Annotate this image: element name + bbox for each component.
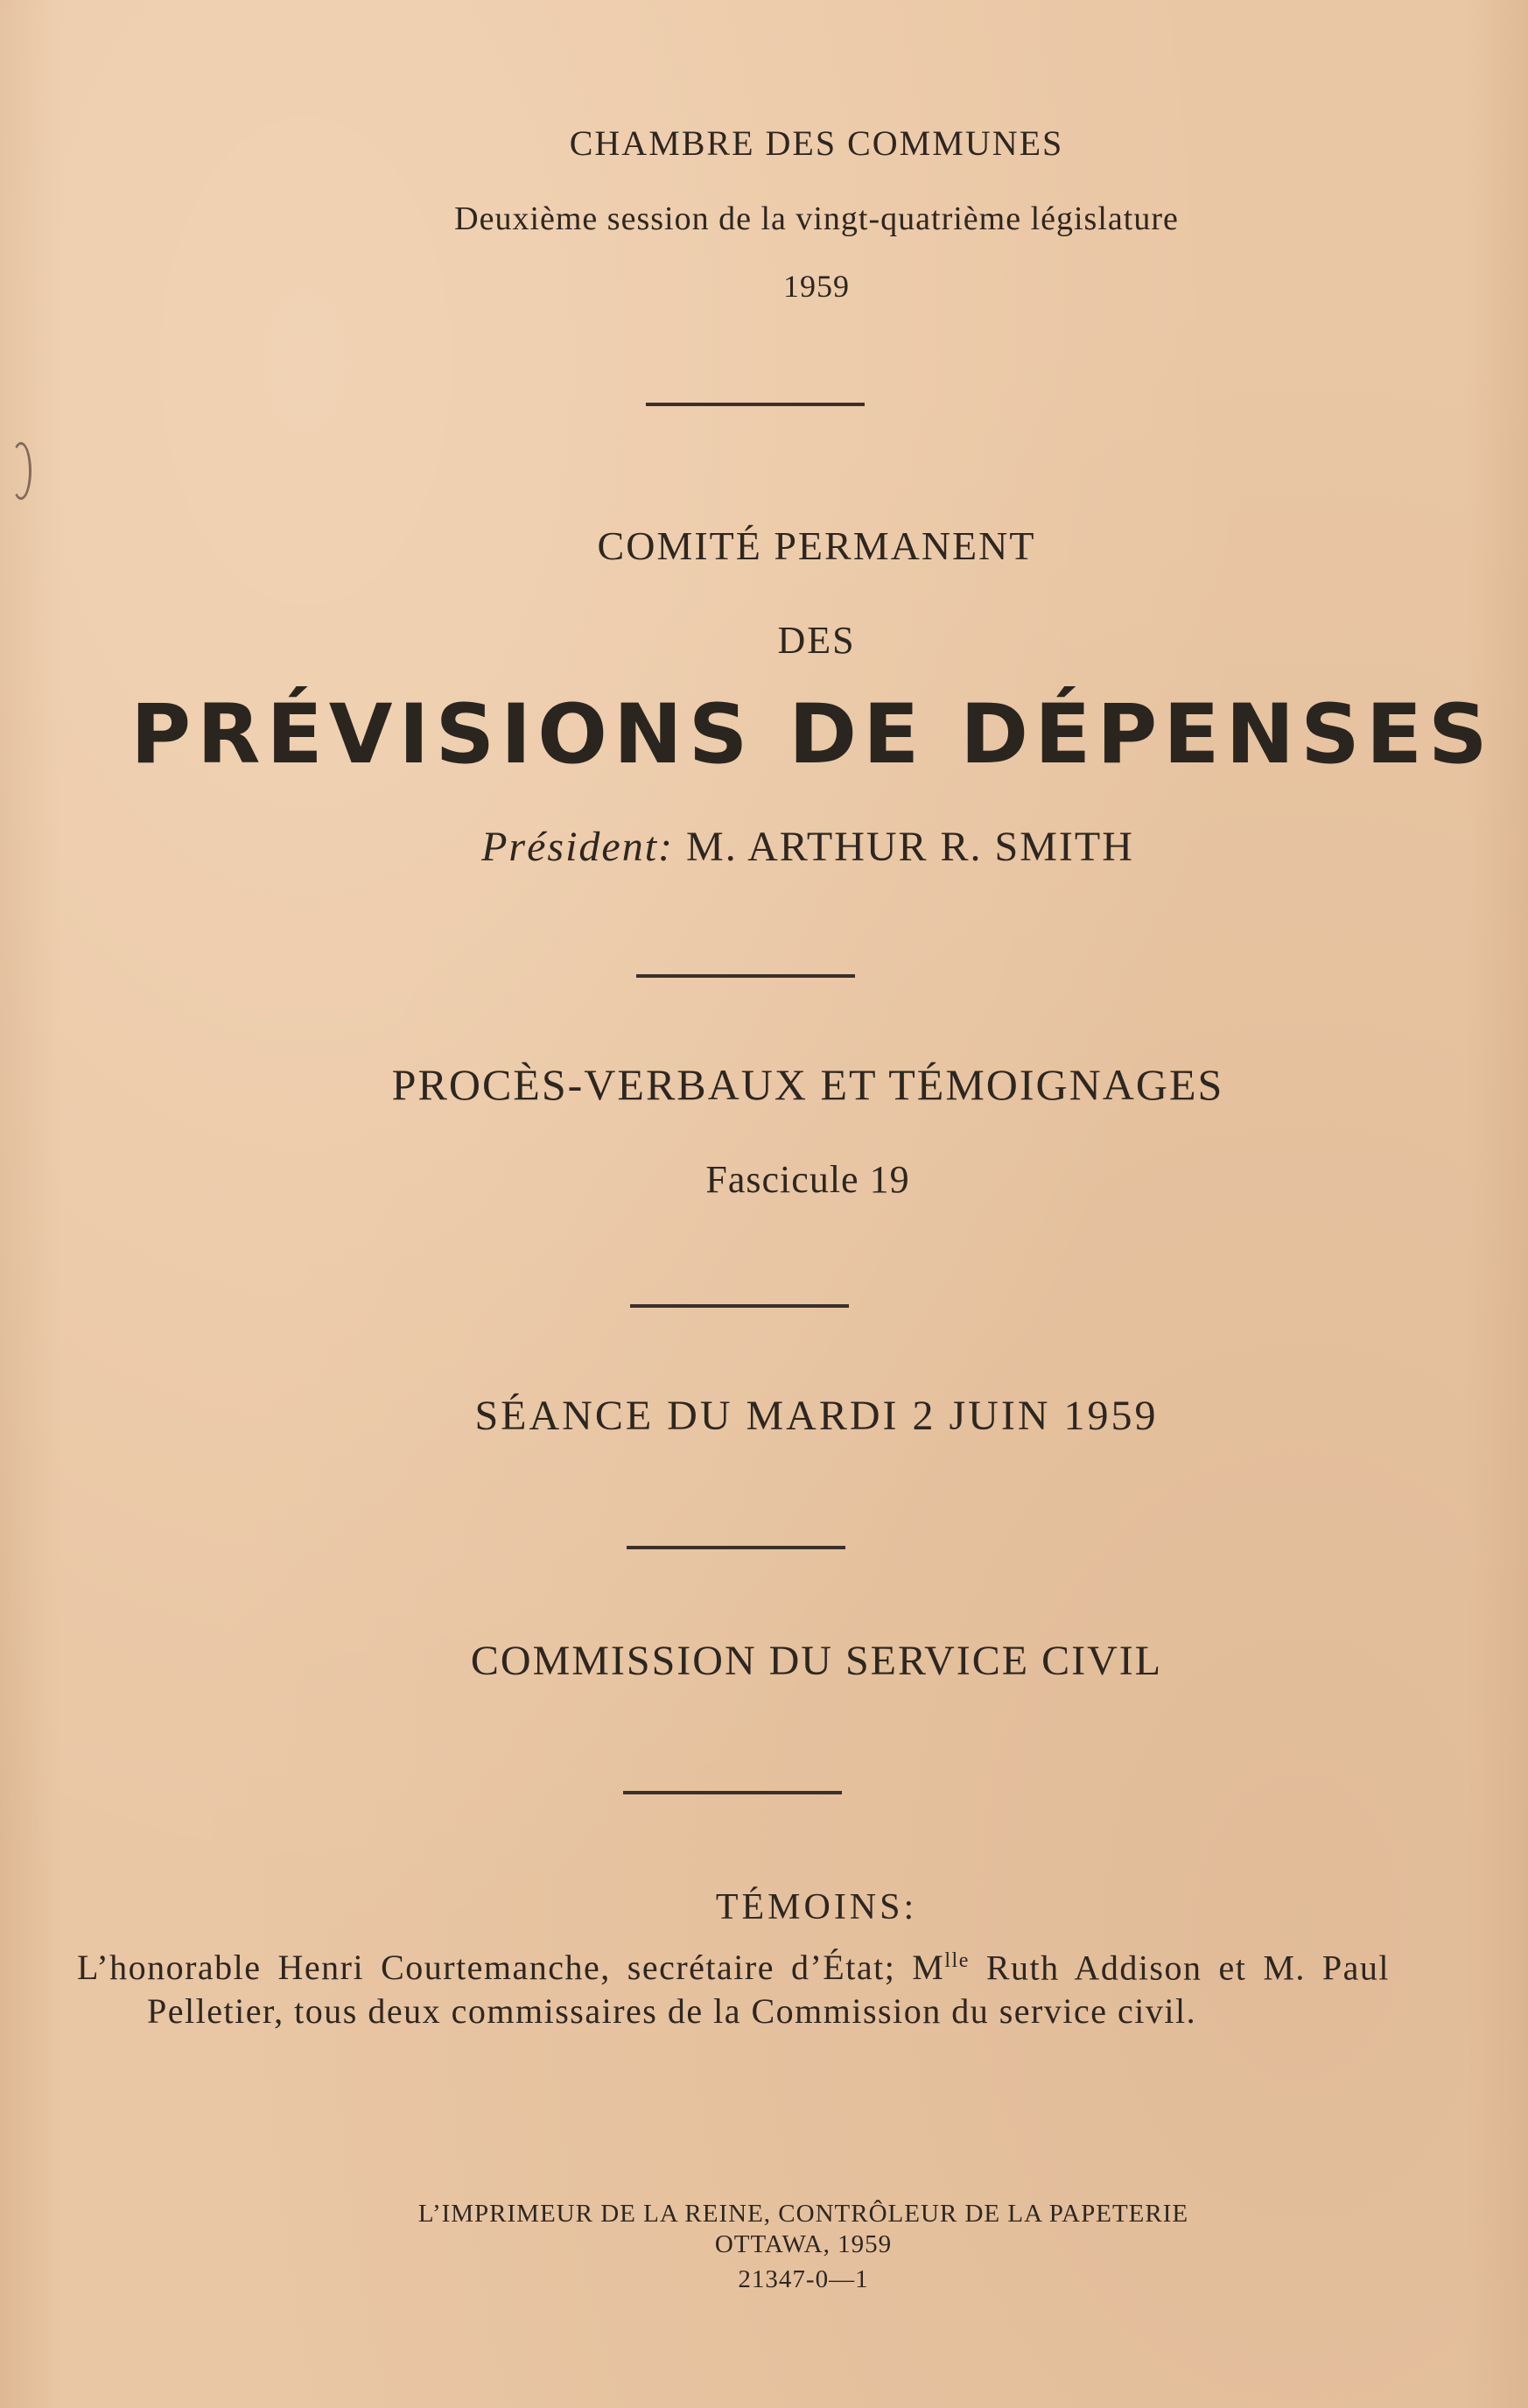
printer-line-2: OTTAWA, 1959 (714, 2230, 893, 2258)
committee-line-1: COMITÉ PERMANENT (597, 523, 1036, 568)
committee-line-2: DES (777, 619, 856, 662)
president-line (0, 823, 1528, 871)
witnesses-text-part2: Ruth Addison et M. Paul Pelletier, tous deux commissaires de la Commission du service civil. (147, 1948, 1390, 2032)
house-title: CHAMBRE DES COMMUNES (569, 123, 1064, 163)
committee-title: PRÉVISIONS DE DÉPENSES (130, 687, 1494, 783)
fascicule-number: Fascicule 19 (705, 1158, 910, 1201)
divider-5 (623, 1791, 842, 1794)
divider-4 (627, 1546, 845, 1549)
divider-3 (630, 1304, 849, 1308)
binding-mark (11, 442, 32, 500)
divider-2 (636, 974, 855, 978)
witnesses-label: TÉMOINS: (715, 1887, 918, 1927)
witnesses-superscript: lle (944, 1949, 970, 1972)
president-role: Président: (481, 824, 675, 870)
witnesses-text-part1: L’honorable Henri Courtemanche, secrétaire d’État; M (77, 1948, 945, 1988)
proceedings-title: PROCÈS-VERBAUX ET TÉMOIGNAGES (391, 1060, 1224, 1109)
sitting-date: SÉANCE DU MARDI 2 JUIN 1959 (474, 1393, 1159, 1439)
subject-title: COMMISSION DU SERVICE CIVIL (470, 1638, 1163, 1684)
session-year: 1959 (783, 269, 850, 304)
printer-line-1: L’IMPRIMEUR DE LA REINE, CONTRÔLEUR DE LA PAPETERIE (417, 2200, 1189, 2228)
witnesses-paragraph (77, 1939, 1390, 2033)
president-name: M. ARTHUR R. SMITH (686, 824, 1134, 870)
printer-line-3: 21347-0—1 (738, 2265, 869, 2293)
session-line: Deuxième session de la vingt-quatrième législature (454, 200, 1179, 237)
divider-1 (646, 403, 865, 406)
